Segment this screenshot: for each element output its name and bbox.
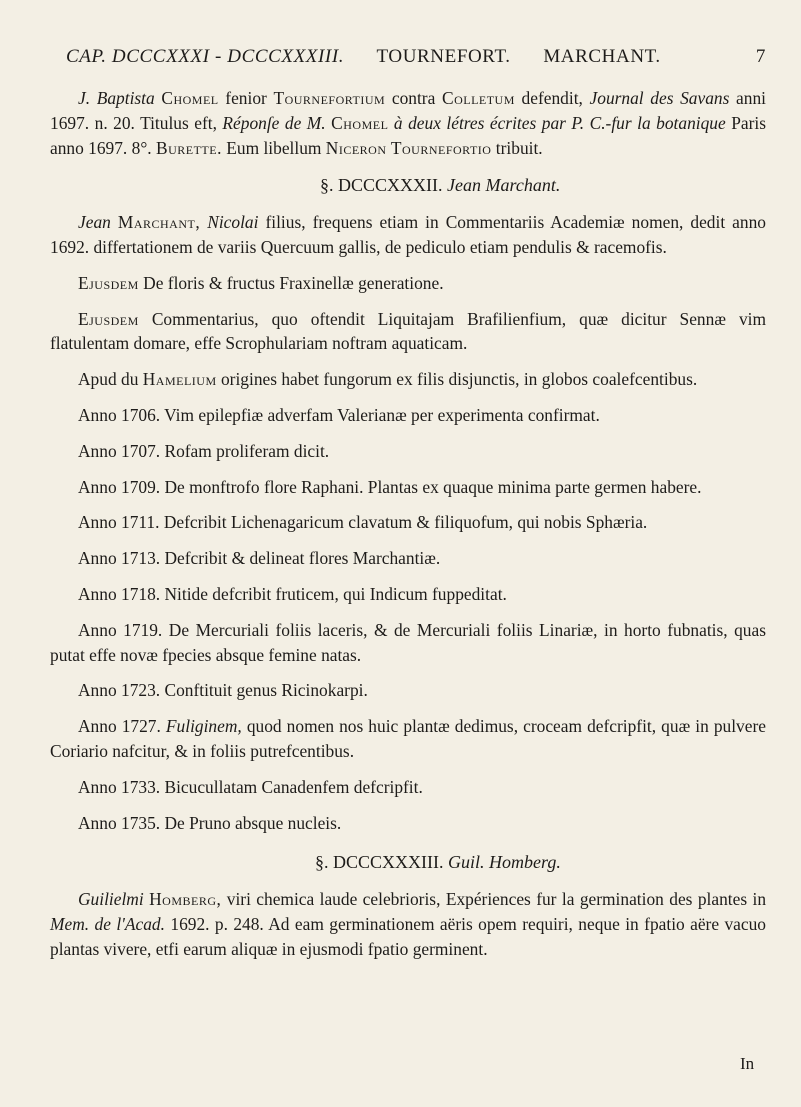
marchant-bio: Jean Marchant, Nicolai filius, frequens etiam in Commentariis Academiæ nomen, dedit anno 1692. differtationem de variis Quercuum gallis, de pediculo etiam pendulis & racemofis. [50,212,766,257]
year-entry: Anno 1711. Defcribit Lichenagaricum clavatum & filiquofum, qui nobis Sphæria. [78,512,648,533]
header-right-name: MARCHANT. [543,46,661,67]
section-heading-marchant: §. DCCCXXXII. Jean Marchant. [320,175,561,196]
section-heading-homberg: §. DCCCXXXIII. Guil. Homberg. [315,852,561,873]
body-text [50,86,766,962]
year-entry: Anno 1718. Nitide defcribit fruticem, qui Indicum fuppeditat. [78,583,507,604]
catchword: In [740,1054,755,1073]
year-entry: Anno 1719. De Mercuriali foliis laceris, & de Mercuriali foliis Linariæ, in horto fubnatis, quas putat effe novæ fpecies absque femine natas. [50,619,766,665]
page-number: 7 [755,46,766,67]
year-entry: Anno 1709. De monftrofo flore Raphani. Plantas ex quaque minima parte germen habere. [78,476,702,497]
intro-paragraph: J. Baptista Chomel fenior Tournefortium contra Colletum defendit, Journal des Savans anni 1697. n. 20. Titulus eft, Réponſe de M. Chomel à deux létres écrites par P. C.-fur la botanique Paris anno 1697. 8°. Burette. Eum libellum Niceron Tournefortio tribuit. [50,88,766,158]
year-entry: Anno 1733. Bicucullatam Canadenfem defcripfit. [78,776,423,797]
ejusdem-entry: Ejusdem Commentarius, quo oftendit Liquitajam Brafilienfium, quæ dicitur Sennæ vim flatulentam domare, effe Scrophulariam noftram aquaticam. [50,308,766,354]
year-entry: Anno 1735. De Pruno absque nucleis. [78,812,342,833]
header-left-name: TOURNEFORT. [376,46,511,67]
chapter-reference: CAP. DCCCXXXI - DCCCXXXIII. [66,46,345,67]
running-header [66,46,766,68]
homberg-bio: Guilielmi Homberg, viri chemica laude celebrioris, Expériences fur la germination des plantes in Mem. de l'Acad. 1692. p. 248. Ad eam germinationem aëris opem requiri, neque in fpatio aëre vacuo plantas vivere, etfi earum aliquæ in ejusmodi fpatio germinent. [50,889,767,959]
year-entry: Anno 1713. Defcribit & delineat flores Marchantiæ. [78,548,441,569]
year-entry: Anno 1706. Vim epilepfiæ adverfam Valerianæ per experimenta confirmat. [78,404,600,425]
hamel-entry: Apud du Hamelium origines habet fungorum ex filis disjunctis, in globos coalefcentibus. [78,369,698,390]
ejusdem-entry: Ejusdem De floris & fructus Fraxinellæ generatione. [78,272,444,293]
year-entry: Anno 1707. Rofam proliferam dicit. [78,440,330,461]
year-entry: Anno 1723. Conftituit genus Ricinokarpi. [78,680,368,701]
year-entry: Anno 1727. Fuliginem, quod nomen nos huic plantæ dedimus, croceam defcripfit, quæ in pulvere Coriario nafcitur, & in foliis putrefcentibus. [50,716,766,761]
